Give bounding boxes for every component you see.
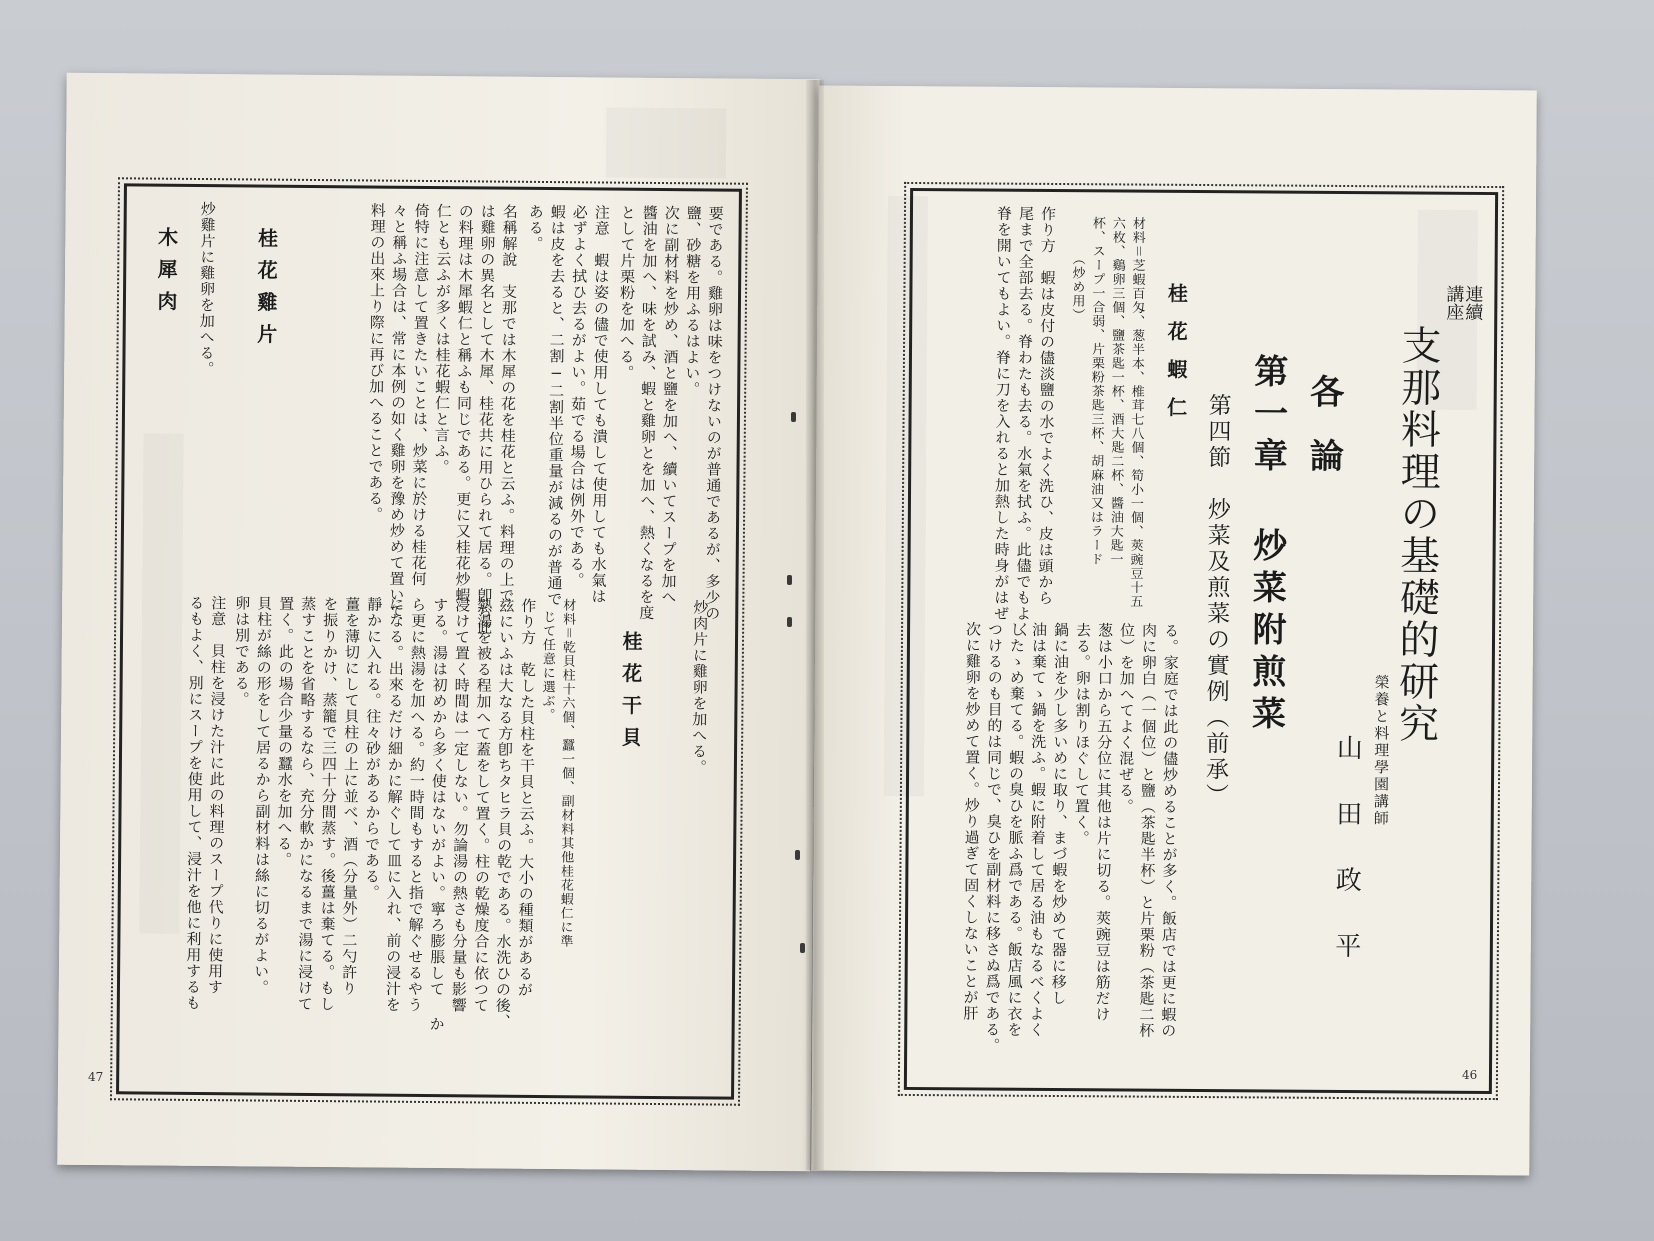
left-upper-text-block [127,186,739,636]
left-upper-column: 次に副材料を炒め、酒と鹽を加へ、續いてスープを加へ [659,205,681,606]
method-column: 脊を開いてもよい。脊に刀を入れると加熱した時身がはぜ [992,205,1014,622]
left-upper-column: 料理の出來上り際に再び加へることである。 [366,202,387,523]
left-upper-column: 鹽、砂糖を用ふるはよい。 [683,205,703,398]
method-column: 油は棄てゝ鍋を洗ふ。蝦に附着して居る油もなるべくよく [1027,621,1049,1038]
left-upper-column: として片栗粉を加へる。 [617,204,637,381]
method-column: 鍋に油を少し多いめに取り、まづ蝦を炒めて器に移し [1049,621,1071,1007]
left-lower-column: 炒肉片に雞卵を加へる。 [689,599,710,776]
left-upper-column: は雞卵の異名として木犀、桂花共に用ひられて居る。卽ち此 [475,203,497,636]
left-lower-column: るもよく、別にスープを使用して、浸汁を他に利用するも [183,594,206,1012]
method-column: 去る。卵は割りほぐして置く。 [1072,622,1093,847]
left-lower-column: 浸けて置く時間は一定しない。勿論湯の熱さも分量も影響 [449,597,472,1014]
left-upper-column: 醬油を加へ、味を試み、蝦と雞卵とを加へ、熱くなるを度 [637,204,659,621]
section-subtitle: 第四節 炒菜及煎菜の實例（前承） [1201,393,1231,810]
left-upper-column: 蝦は皮を去ると、二割−二割半位重量が減るのが普通で [545,204,567,608]
method-column: したゝめ棄てる。蝦の臭ひを脈ふ爲である。飯店風に衣を [1005,621,1027,1038]
left-upper-column: 名稱解說 支那では木犀の花を桂花と云ふ。料理の上で [497,203,519,604]
page-number-right: 46 [1462,1068,1478,1082]
section-general-heading: 各論 [1302,373,1344,502]
left-lower-column: 熱湯を被る程加へて蓋をして置く。柱の乾燥度合に依つて [471,597,494,1014]
left-lower-column: ら更に熱湯を加へる。約一時間もすると指で解ぐせるやう [405,596,428,1013]
left-lower-column: 貝柱が絲の形をして居るから副材料は絲に切るがよい。 [251,595,274,996]
left-text-frame [116,183,742,1099]
left-lower-column: 薑を薄切にして貝柱の上に並べ、酒（分量外）二勺許り [339,596,362,997]
left-lower-column: 蒸すことを省略するなら、充分軟かになるまで湯に浸けて [295,595,318,1013]
dish-heading: 桂花干貝 [617,630,644,759]
binding-hole [787,575,792,585]
author-affiliation: 榮養と料理學園講師 [1371,674,1391,828]
left-lower-column: じて任意に選ぶ。 [539,609,556,723]
binding-hole [800,943,805,953]
binding-hole [791,412,796,422]
dish-heading: 桂花雞片 [253,227,279,356]
left-upper-column: 注意 蝦は姿の儘で使用しても潰して使用しても水氣は [589,204,611,605]
left-upper-column: の料理は木犀蝦仁と稱ふも同じである。更に又桂花炒蝦 [453,203,475,604]
left-upper-column: 倚特に注意して置きたいことは、炒菜に於ける桂花何 [409,202,431,587]
method-column: 尾まで全部去る。脊わたも去る。水氣を拭ふ。此儘でもよく [1014,205,1036,638]
left-lower-column: 材料＝乾貝柱十六個、蠶一個、副材料其他桂花蝦仁に準 [557,598,576,949]
method-column: 次に雞卵を炒めて置く。炒り過ぎて固くしないことが肝 [961,621,983,1022]
left-lower-column: になる。出來るだけ細かに解ぐして皿に入れ、前の浸汁を [383,596,406,1013]
left-lower-column: を振りかけ、蒸籠で三四十分間蒸す。後薑は棄てる。もし [317,596,340,1013]
left-lower-column: 注意 貝柱を浸けた汁に此の料理のスープ代りに使用す [205,595,228,996]
method-column: る。家庭では此の儘炒めることが多く。飯店では更に蝦の [1159,622,1181,1039]
left-upper-column: 炒雞片に雞卵を加へる。 [197,200,217,378]
binding-hole [795,850,800,860]
left-lower-column: 作り方 乾した貝柱を干貝と云ふ。大小の種類があるが [515,597,538,998]
dish-heading: 木犀肉 [153,226,179,323]
left-lower-column: する。湯は初めから多く使はないがよい。寧ろ膨脹して か [427,597,450,1033]
ingredients-column: 六枚、鷄卵三個、鹽茶匙一杯、酒大匙二杯、醬油大匙一 [1107,216,1125,567]
left-upper-column: 仁とも云ふが多くは桂花蝦仁と言ふ。 [432,203,453,476]
book-gutter [806,80,824,1170]
method-column: 葱は小口から五分位に其他は片に切る。莢豌豆は筋だけ [1093,622,1115,1023]
right-text-frame [904,188,1498,1094]
left-upper-column: 々と稱ふ場合は、常に本例の如く雞卵を豫め炒めて置いて [387,202,409,619]
left-lower-column: 卵は別である。 [232,595,252,708]
binding-hole [787,617,792,627]
ingredients-column: 杯、スープ一合弱、片栗粉茶匙三杯、胡麻油又はラード [1087,216,1105,567]
method-column: 肉に卵白（一個位）と鹽（茶匙半杯）と片栗粉（茶匙二杯 [1137,622,1159,1039]
page-number-left: 47 [88,1070,104,1084]
dish-heading: 桂花蝦仁 [1163,282,1189,435]
left-upper-column: 要である。雞卵は味をつけないのが普通であるが、多少の [703,205,725,622]
left-lower-column: 置く。此の場合少量の蠶水を加へる。 [275,595,296,868]
left-upper-column: ある。 [526,203,545,252]
left-upper-column: 必ずよく拭ひ去るがよい。茹でる場合は例外である。 [567,204,589,589]
left-lower-column: 玆にいふは大なる方卽ちタヒラ貝の乾である。水洗ひの後、 [493,597,516,1030]
main-title: 支那料理の基礎的研究 [1392,324,1442,745]
author-name: 山田政平 [1330,733,1363,999]
chapter-title: 第一章 炒菜附煎菜 [1245,353,1289,738]
ingredients-column: 材料＝芝蝦百匁、葱半本、椎茸七八個、筍小一個、莢豌豆十五 [1127,216,1145,609]
method-column: 位）を加へてよく混ぜる。 [1116,622,1137,815]
method-column: つけるのも目的は同じで、臭ひを副材料に移さぬ爲である。 [983,621,1005,1054]
series-label: 連續講座 [1443,284,1484,321]
method-column: 作り方 蝦は皮付の儘淡鹽の水でよく洗ひ、皮は頭から [1036,205,1058,606]
left-lower-column: 靜かに入れる。往々砂があるからである。 [362,596,384,901]
ingredients-column: （炒め用） [1069,252,1085,323]
